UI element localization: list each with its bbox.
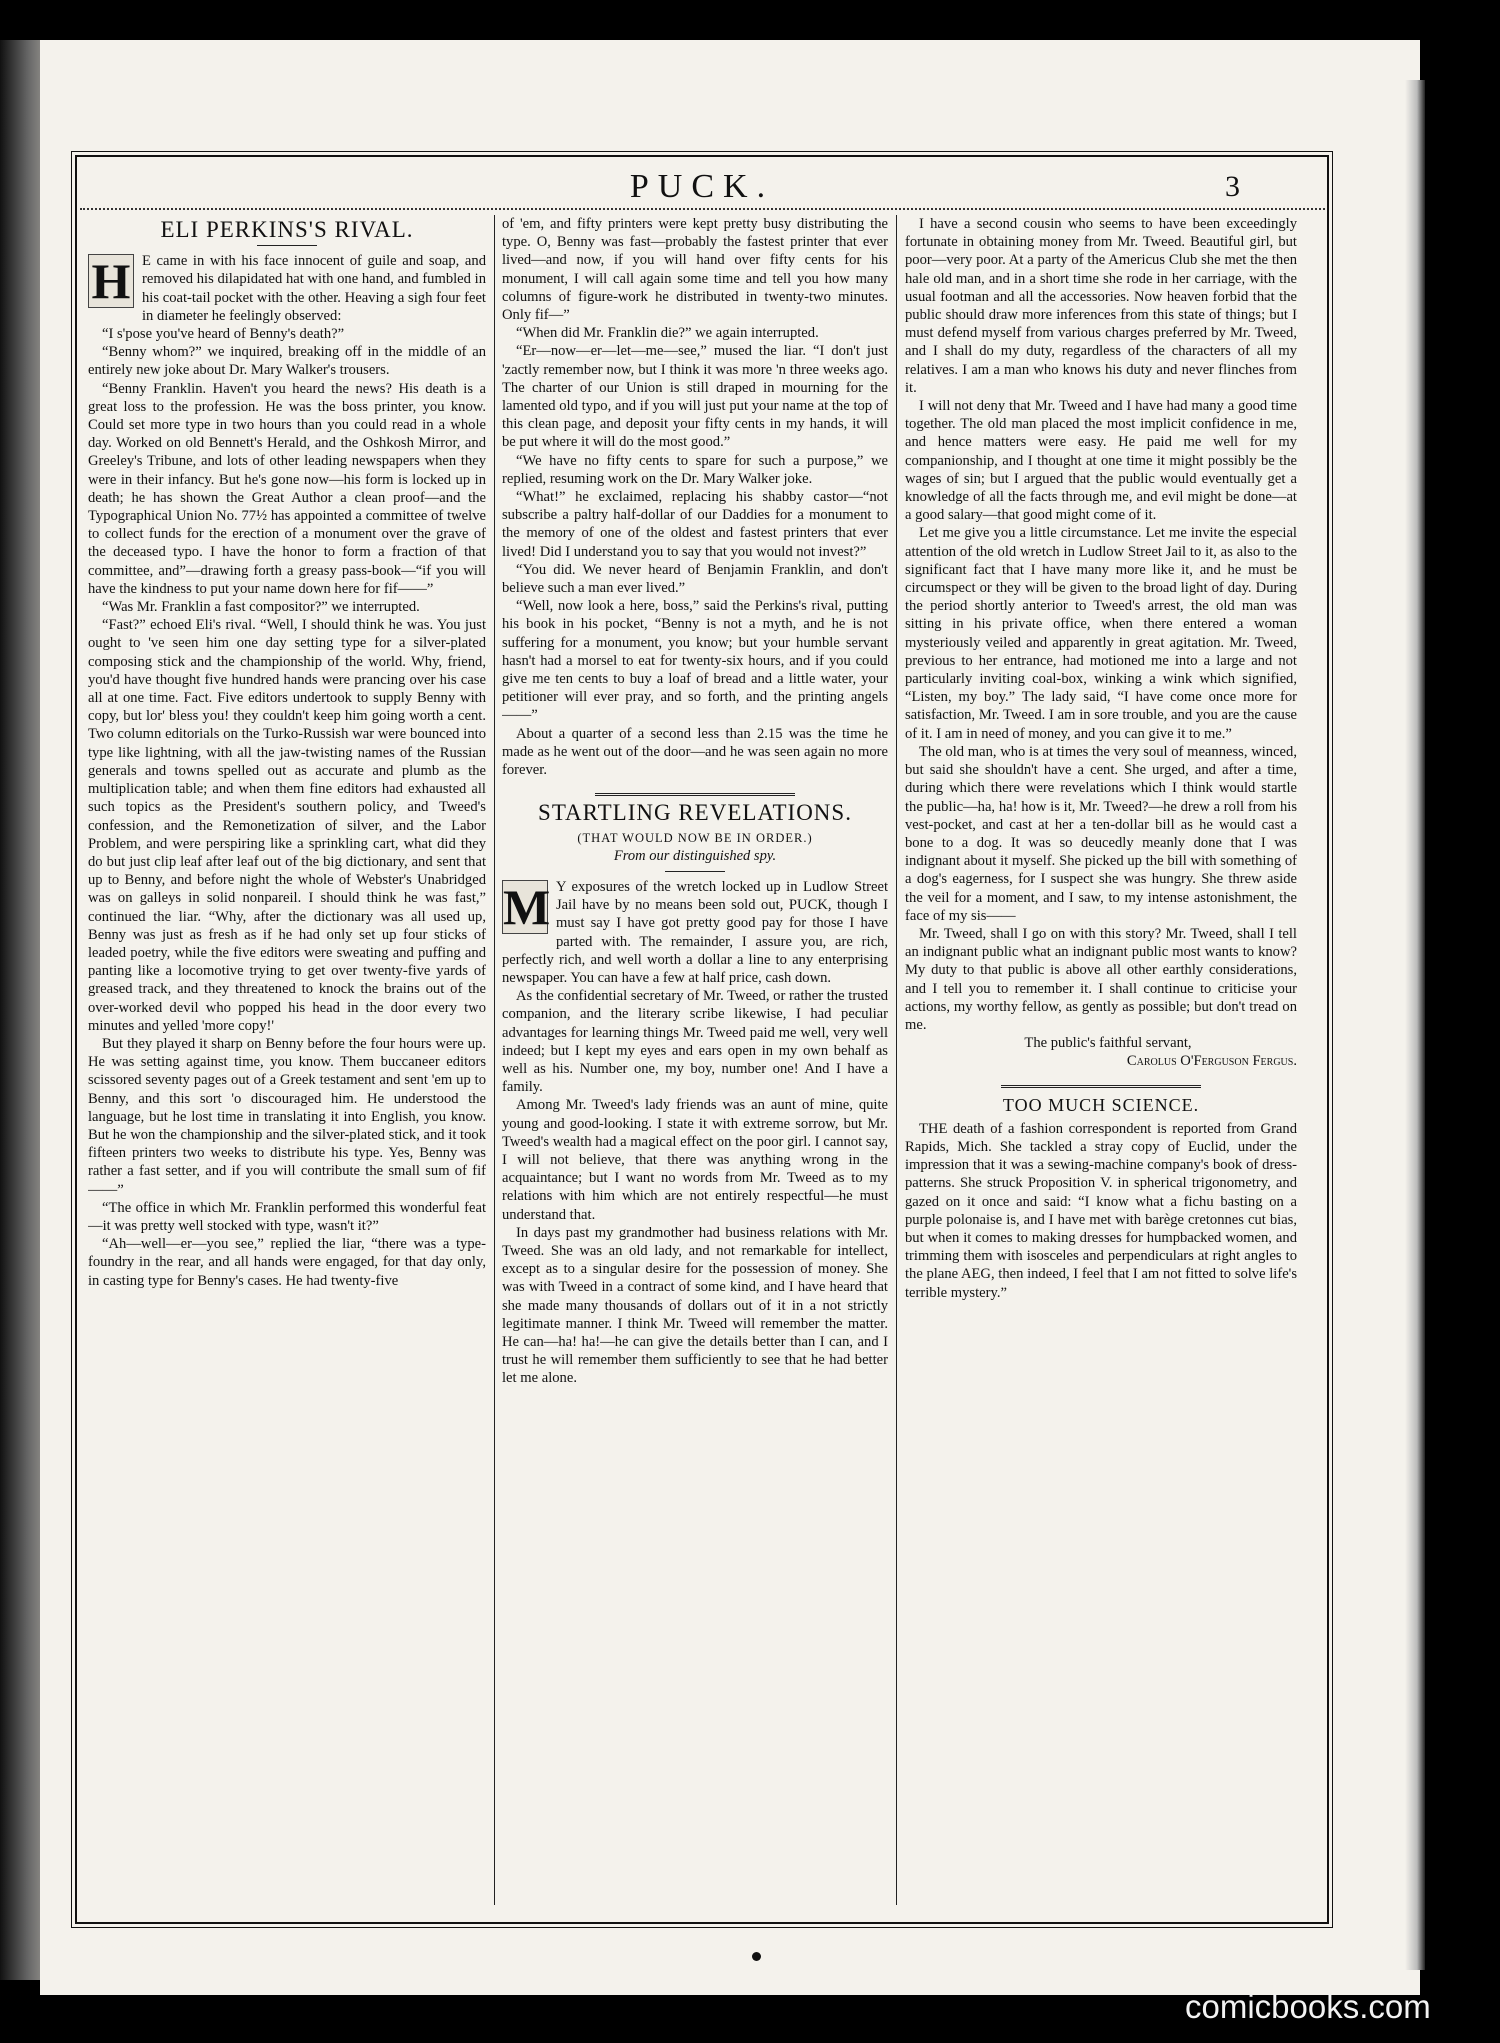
paragraph: “What!” he exclaimed, replacing his shabby castor—“not subscribe a paltry half-dollar of our Daddies for a monument to the memory of one of the oldest and fastest printers that ever lived! Did I understand you to say that you would not invest?”: [502, 489, 888, 560]
page-edge: [1405, 80, 1425, 1970]
paragraph: “The office in which Mr. Franklin performed this wonderful feat—it was pretty well stocked with type, wasn't it?”: [88, 1199, 486, 1234]
paragraph: I have a second cousin who seems to have been exceedingly fortunate in obtaining money from Mr. Tweed. Beautiful girl, but poor—very poor. At a party of the Americus Club she met the then hale old man, and in a short time she rode in her carriage, with the usual footman and all the accessories. Now heaven forbid that the public should draw more inferences from this state of things; but I must defend myself from various charges preferred by Mr. Tweed, and I shall do my duty, regardless of the characters of all my relatives. I am a man who knows his duty and never flinches from it.: [905, 216, 1297, 396]
watermark: comicbooks.com: [1185, 1988, 1431, 2025]
paragraph: of 'em, and fifty printers were kept pretty busy distributing the type. O, Benny was fast—probably the fastest printer that ever lived—and now, if you will hand over fifty cents for his monument, I will call again some time and tell you how many columns of figure-work he distributed in twenty-two minutes. Only fif—”: [502, 216, 888, 324]
paragraph: Y exposures of the wretch locked up in Ludlow Street Jail have by no means been sold out, PUCK, though I must say I have got pretty good pay for those I have parted with. The remainder, I assure you, are rich, perfectly rich, and well worth a dollar a line to any enterprising newspaper. You can have a few at half price, cash down.: [502, 878, 888, 986]
paragraph: “Ah—well—er—you see,” replied the liar, “there was a type-foundry in the rear, and all hands were engaged, for that day only, in casting type for Benny's cases. He had twenty-five: [88, 1236, 486, 1289]
paragraph: “Was Mr. Franklin a fast compositor?” we interrupted.: [102, 599, 420, 616]
paragraph: Among Mr. Tweed's lady friends was an aunt of mine, quite young and good-looking. I state it with extreme sorrow, but Mr. Tweed's wealth had a magical effect on the poor girl. I cannot say, I will not believe, that there was anything wrong in the acquaintance; but I want no words from Mr. Tweed as to my relations with him which are not entirely respectful—he must understand that.: [502, 1097, 888, 1223]
paragraph: E came in with his face innocent of guile and soap, and removed his dilapidated hat with one hand, and fumbled in his coat-tail pocket with the other. Heaving a sigh four feet in diameter he feelingly observed:: [142, 253, 486, 324]
signature: Carolus O'Ferguson Fergus.: [1126, 1053, 1297, 1070]
paragraph: About a quarter of a second less than 2.15 was the time he made as he went out of the door—and he was seen again no more forever.: [502, 725, 888, 779]
drop-cap: H: [88, 254, 134, 308]
paragraph: I will not deny that Mr. Tweed and I have had many a good time together. The old man placed the most implicit confidence in me, and hence matters were easy. He paid me well for my companionship, and I thought at one time it might possibly be the wages of sin; but I argued that the public would eventually get a knowledge of all the facts through me, and evil might be done—at a good salary—that good might come of it.: [905, 398, 1297, 524]
article-title: ELI PERKINS'S RIVAL.: [160, 217, 414, 242]
page-number: 3: [1225, 170, 1240, 203]
paragraph: “You did. We never heard of Benjamin Franklin, and don't believe such a man ever lived.”: [502, 561, 888, 597]
article-subtitle: (THAT WOULD NOW BE IN ORDER.): [577, 830, 813, 845]
masthead: PUCK.: [629, 168, 775, 205]
paragraph: Let me give you a little circumstance. Let me invite the especial attention of the old wretch in Ludlow Street Jail to it, as also to the significant fact that I have many more like it, and he must be circumspect or they will be given to the broad light of day. During the period shortly anterior to Tweed's arrest, the old man was sitting in his private office, when there entered a woman mysteriously veiled and apparently in great agitation. Mr. Tweed, previous to her entrance, had motioned me into a large and not particularly inviting coal-box, winking a wink which signified, “Listen, my boy.” The lady said, “I have come once more for satisfaction, Mr. Tweed. I am in sore trouble, and you are the cause of it. I am in need of money, and you can give it to me.”: [905, 525, 1297, 742]
column-divider: [896, 215, 897, 1905]
paragraph: “When did Mr. Franklin die?” we again interrupted.: [516, 325, 819, 342]
paragraph: “Fast?” echoed Eli's rival. “Well, I should think he was. You just ought to 've seen him one day setting type for a silver-plated composing stick and the championship of the world. Why, friend, you'd have thought five hundred hands were prancing over his case all at one time. Fact. Five editors undertook to supply Benny with copy, but lor' bless you! they couldn't keep him going worth a cent. Two column editorials on the Turko-Russish war were bounced into type like lightning, with all the jaw-twisting names of the Russian generals and towns spelled out as accurate and plumb as the multiplication table; and when them fine editors had exhausted all such topics as the President's southern policy, and Tweed's confession, and the Remonetization of silver, and the Labor Problem, and were perspiring like a sprinkling cart, what did they do but just clip leaf after leaf out of the big dictionary, and sent that up to Benny, and before night the whole of Webster's Unabridged was on galleys in solid nonpareil. I should think he was fast,” continued the liar. “Why, after the dictionary was all used up, Benny was just as fresh as if he had only set up four sticks of leaded poetry, while the five editors were sweating and puffing and panting like a locomotive trying to get over twenty-five yards of greased track, and they threatened to knock the brains out of the over-worked devil who popped his head in the door every two minutes and yelled 'more copy!': [88, 617, 486, 1034]
section-rule: [1001, 1085, 1201, 1088]
paragraph: “Er—now—er—let—me—see,” mused the liar. “I don't just 'zactly remember now, but I think it was more 'n three weeks ago. The charter of our Union is still draped in mourning for the lamented old typo, and if you will just put your name at the top of this clean page, and deposit your fifty cents in my hands, it will be put where it will do the most good.”: [502, 343, 888, 451]
drop-cap: M: [503, 878, 551, 935]
column-2: [502, 215, 888, 1905]
column-1: [88, 215, 486, 1905]
article-title: STARTLING REVELATIONS.: [538, 800, 852, 826]
paragraph: “Benny whom?” we inquired, breaking off in the middle of an entirely new joke about Dr. Mary Walker's trousers.: [88, 344, 486, 379]
paragraph: Mr. Tweed, shall I go on with this story? Mr. Tweed, shall I tell an indignant public what an indignant public most wants to know? My duty to that public is above all other earthly considerations, and I tell you to remember it. I shall continue to criticise your actions, my worthy fellow, as gently as possible; but don't tread on me.: [905, 925, 1297, 1033]
paragraph: “I s'pose you've heard of Benny's death?”: [102, 326, 345, 343]
masthead-rule: [80, 208, 1325, 210]
paragraph: As the confidential secretary of Mr. Tweed, or rather the trusted companion, and the literary scribe likewise, I had peculiar advantages for learning things Mr. Tweed paid me well, very well indeed; but I kept my eyes and ears open in my own behalf as well as his. Number one, my boy, number one! And I have a family.: [502, 988, 888, 1096]
column-3: [905, 215, 1297, 1905]
paragraph: In days past my grandmother had business relations with Mr. Tweed. She was an old lady, and not remarkable for intellect, except as to a singular desire for the possession of money. She was with Tweed in a contract of some kind, and I have heard that she made many thousands of dollars out of it in a not strictly legitimate manner. I think Mr. Tweed will remember the matter. He can—ha! ha!—he can give the details better than I can, and I trust he will remember them sufficiently to see that he had better let me alone.: [502, 1224, 888, 1387]
paragraph: The old man, who is at times the very soul of meanness, winced, but said she shouldn't have a cent. She urged, and after a time, during which there were revelations which I think would startle the public—ha, ha! how is it, Mr. Tweed?—he drew a roll from his vest-pocket, and cast at her a ten-dollar bill as he would cast a bone to a dog. It was so deucedly meanly done that I was indignant about it myself. She picked up the bill with something of a dog's eagerness, for I suspect she was hungry. She threw aside the veil for a moment, and I saw, to my intense astonishment, the face of my sis——: [905, 743, 1297, 924]
section-rule: [595, 793, 795, 796]
title-rule: [665, 871, 725, 872]
article-byline: From our distinguished spy.: [613, 847, 777, 864]
paragraph: But they played it sharp on Benny before the four hours were up. He was setting against time, you know. Them buccaneer editors scissored seventy pages out of a Greek testament and sent 'em up to Benny, and this sort 'o discouraged him. He understood the language, but he lost time in translating it into English, you know. But he won the championship and the silver-plated stick, and it took fifteen printers two weeks to distribute his type. Yes, Benny was rather a fast setter, and if you will contribute the small sum of fif——”: [88, 1035, 486, 1198]
paragraph: “Well, now look a here, boss,” said the Perkins's rival, putting his book in his pocket, “Benny is not a myth, and he is not suffering for a monument, you know; but your humble servant hasn't had a morsel to eat for twenty-six hours, and if you could give me ten cents to buy a loaf of bread and a little water, your petitioner will ever pray, and so forth, and the printing angels——”: [502, 598, 888, 724]
paragraph: “We have no fifty cents to spare for such a purpose,” we replied, resuming work on the Dr. Mary Walker joke.: [502, 452, 888, 487]
ornament-dot: [752, 1952, 761, 1961]
article-title: TOO MUCH SCIENCE.: [1002, 1094, 1200, 1115]
paragraph: “Benny Franklin. Haven't you heard the news? His death is a great loss to the profession. He was the boss printer, you know. Could set more type in two hours than you could read in a whole day. Worked on old Bennett's Herald, and the Oshkosh Mirror, and Greeley's Tribune, and lots of other leading newspapers when they were in their infancy. But he's gone now—his form is locked up in death; he has shown the Great Author a clean proof—and the Typographical Union No. 77½ has appointed a committee of twelve to collect funds for the erection of a monument over the grave of the deceased typo. I have the honor to form a fraction of that committee, and”—drawing forth a greasy pass-book—“if you will have the kindness to put your name down here for fif——”: [88, 380, 486, 597]
paragraph: THE death of a fashion correspondent is reported from Grand Rapids, Mich. She tackled a stray copy of Euclid, under the impression that it was a sewing-machine company's book of dress-patterns. She struck Proposition V. in spherical trigonometry, and gazed on it once and said: “I know what a fichu basting on a purple polonaise is, and I have met with barège cretonnes cut bias, but when it comes to making dresses for humpbacked women, and trimming them with isosceles and perpendiculars at right angles to the plane AEG, then indeed, I feel that I am not fitted to solve life's terrible mystery.”: [905, 1120, 1297, 1301]
column-divider: [494, 215, 495, 1905]
sign-off: The public's faithful servant,: [1024, 1035, 1192, 1052]
title-rule: [257, 245, 317, 246]
